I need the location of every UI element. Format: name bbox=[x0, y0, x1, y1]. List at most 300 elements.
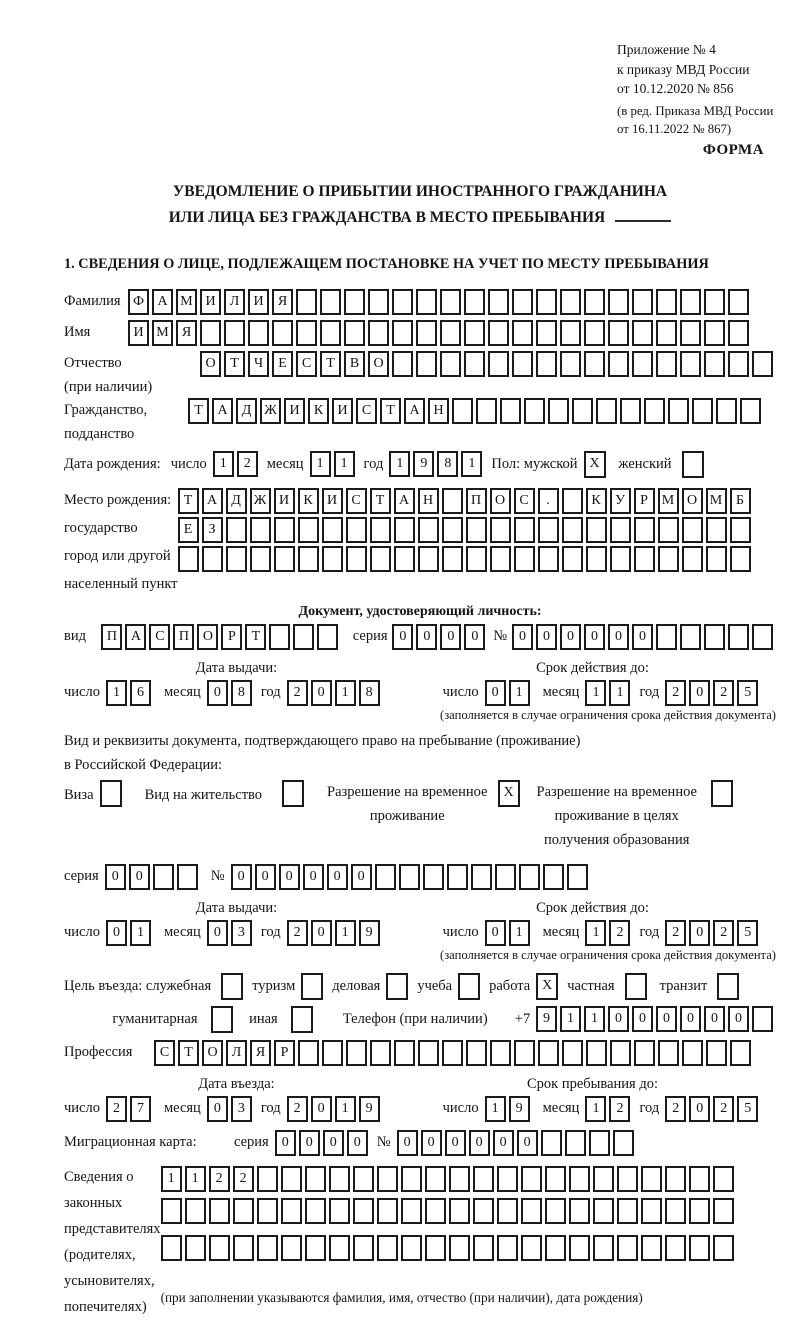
purpose-business-checkbox[interactable] bbox=[386, 973, 408, 1000]
form-cell[interactable] bbox=[706, 546, 727, 572]
form-cell[interactable] bbox=[562, 488, 583, 514]
form-cell[interactable]: Т bbox=[245, 624, 266, 650]
form-cell[interactable] bbox=[560, 320, 581, 346]
form-cell[interactable] bbox=[634, 1040, 655, 1066]
form-cell[interactable] bbox=[536, 289, 557, 315]
form-cell[interactable] bbox=[442, 1040, 463, 1066]
form-cell[interactable] bbox=[536, 320, 557, 346]
form-cell[interactable] bbox=[224, 320, 245, 346]
form-cell[interactable] bbox=[447, 864, 468, 890]
form-cell[interactable] bbox=[269, 624, 290, 650]
form-cell[interactable] bbox=[524, 398, 545, 424]
form-cell[interactable] bbox=[610, 1040, 631, 1066]
form-cell[interactable]: А bbox=[394, 488, 415, 514]
form-cell[interactable] bbox=[682, 517, 703, 543]
form-cell[interactable] bbox=[545, 1198, 566, 1224]
form-cell[interactable] bbox=[728, 289, 749, 315]
form-cell[interactable] bbox=[569, 1235, 590, 1261]
form-cell[interactable] bbox=[586, 517, 607, 543]
form-cell[interactable] bbox=[713, 1198, 734, 1224]
form-cell[interactable] bbox=[368, 320, 389, 346]
form-cell[interactable]: Т bbox=[370, 488, 391, 514]
form-cell[interactable] bbox=[519, 864, 540, 890]
form-cell[interactable] bbox=[541, 1130, 562, 1156]
form-cell[interactable] bbox=[401, 1198, 422, 1224]
form-cell[interactable] bbox=[680, 624, 701, 650]
form-cell[interactable] bbox=[416, 351, 437, 377]
form-cell[interactable] bbox=[392, 320, 413, 346]
form-cell[interactable] bbox=[569, 1198, 590, 1224]
form-cell[interactable]: 0 bbox=[397, 1130, 418, 1156]
form-cell[interactable]: 0 bbox=[445, 1130, 466, 1156]
form-cell[interactable] bbox=[632, 320, 653, 346]
form-cell[interactable]: 0 bbox=[656, 1006, 677, 1032]
form-cell[interactable] bbox=[545, 1235, 566, 1261]
form-cell[interactable] bbox=[257, 1235, 278, 1261]
form-cell[interactable]: 3 bbox=[231, 920, 252, 946]
form-cell[interactable] bbox=[495, 864, 516, 890]
form-cell[interactable]: 0 bbox=[584, 624, 605, 650]
form-cell[interactable]: 2 bbox=[665, 1096, 686, 1122]
form-cell[interactable]: 9 bbox=[509, 1096, 530, 1122]
form-cell[interactable] bbox=[689, 1235, 710, 1261]
male-checkbox[interactable]: X bbox=[584, 451, 606, 478]
form-cell[interactable] bbox=[536, 351, 557, 377]
form-cell[interactable] bbox=[704, 289, 725, 315]
form-cell[interactable]: 2 bbox=[106, 1096, 127, 1122]
form-cell[interactable]: 2 bbox=[665, 920, 686, 946]
form-cell[interactable]: 6 bbox=[130, 680, 151, 706]
form-cell[interactable] bbox=[202, 546, 223, 572]
form-cell[interactable] bbox=[514, 546, 535, 572]
form-cell[interactable] bbox=[233, 1235, 254, 1261]
form-cell[interactable]: 9 bbox=[359, 1096, 380, 1122]
form-cell[interactable]: О bbox=[682, 488, 703, 514]
form-cell[interactable] bbox=[689, 1198, 710, 1224]
form-cell[interactable] bbox=[548, 398, 569, 424]
form-cell[interactable] bbox=[641, 1166, 662, 1192]
form-cell[interactable] bbox=[298, 517, 319, 543]
form-cell[interactable] bbox=[608, 320, 629, 346]
form-cell[interactable] bbox=[514, 517, 535, 543]
form-cell[interactable]: 2 bbox=[237, 451, 258, 477]
form-cell[interactable]: 1 bbox=[585, 1096, 606, 1122]
form-cell[interactable]: 0 bbox=[207, 920, 228, 946]
form-cell[interactable]: 9 bbox=[359, 920, 380, 946]
form-cell[interactable] bbox=[464, 320, 485, 346]
form-cell[interactable] bbox=[274, 546, 295, 572]
form-cell[interactable]: 1 bbox=[334, 451, 355, 477]
form-cell[interactable] bbox=[272, 320, 293, 346]
form-cell[interactable]: 2 bbox=[287, 920, 308, 946]
form-cell[interactable] bbox=[464, 351, 485, 377]
form-cell[interactable]: 0 bbox=[493, 1130, 514, 1156]
form-cell[interactable]: 0 bbox=[632, 624, 653, 650]
form-cell[interactable] bbox=[449, 1235, 470, 1261]
form-cell[interactable]: 0 bbox=[560, 624, 581, 650]
form-cell[interactable] bbox=[706, 517, 727, 543]
form-cell[interactable]: 2 bbox=[287, 1096, 308, 1122]
form-cell[interactable]: 5 bbox=[737, 1096, 758, 1122]
form-cell[interactable] bbox=[610, 517, 631, 543]
form-cell[interactable] bbox=[353, 1198, 374, 1224]
form-cell[interactable] bbox=[634, 546, 655, 572]
form-cell[interactable] bbox=[730, 546, 751, 572]
form-cell[interactable] bbox=[593, 1198, 614, 1224]
form-cell[interactable]: О bbox=[200, 351, 221, 377]
form-cell[interactable]: А bbox=[125, 624, 146, 650]
form-cell[interactable] bbox=[538, 546, 559, 572]
form-cell[interactable] bbox=[370, 517, 391, 543]
form-cell[interactable]: 0 bbox=[105, 864, 126, 890]
form-cell[interactable]: 0 bbox=[327, 864, 348, 890]
form-cell[interactable] bbox=[656, 624, 677, 650]
form-cell[interactable] bbox=[370, 1040, 391, 1066]
form-cell[interactable] bbox=[425, 1198, 446, 1224]
form-cell[interactable]: Т bbox=[320, 351, 341, 377]
form-cell[interactable] bbox=[281, 1235, 302, 1261]
form-cell[interactable] bbox=[329, 1235, 350, 1261]
form-cell[interactable] bbox=[305, 1235, 326, 1261]
form-cell[interactable]: К bbox=[308, 398, 329, 424]
form-cell[interactable] bbox=[656, 320, 677, 346]
purpose-other-checkbox[interactable] bbox=[291, 1006, 312, 1033]
form-cell[interactable] bbox=[392, 351, 413, 377]
form-cell[interactable] bbox=[728, 320, 749, 346]
form-cell[interactable] bbox=[346, 1040, 367, 1066]
form-cell[interactable]: 0 bbox=[704, 1006, 725, 1032]
purpose-private-checkbox[interactable] bbox=[625, 973, 647, 1000]
form-cell[interactable] bbox=[209, 1235, 230, 1261]
form-cell[interactable]: М bbox=[176, 289, 197, 315]
form-cell[interactable] bbox=[449, 1166, 470, 1192]
form-cell[interactable] bbox=[394, 546, 415, 572]
form-cell[interactable]: П bbox=[466, 488, 487, 514]
form-cell[interactable] bbox=[730, 1040, 751, 1066]
form-cell[interactable]: 5 bbox=[737, 920, 758, 946]
form-cell[interactable]: С bbox=[296, 351, 317, 377]
form-cell[interactable] bbox=[226, 517, 247, 543]
form-cell[interactable]: И bbox=[128, 320, 149, 346]
form-cell[interactable] bbox=[658, 546, 679, 572]
form-cell[interactable] bbox=[538, 1040, 559, 1066]
form-cell[interactable]: С bbox=[356, 398, 377, 424]
form-cell[interactable] bbox=[490, 1040, 511, 1066]
form-cell[interactable] bbox=[656, 351, 677, 377]
form-cell[interactable]: К bbox=[298, 488, 319, 514]
form-cell[interactable] bbox=[329, 1166, 350, 1192]
form-cell[interactable] bbox=[250, 517, 271, 543]
form-cell[interactable] bbox=[440, 289, 461, 315]
form-cell[interactable]: 0 bbox=[485, 680, 506, 706]
form-cell[interactable] bbox=[209, 1198, 230, 1224]
form-cell[interactable] bbox=[329, 1198, 350, 1224]
form-cell[interactable] bbox=[668, 398, 689, 424]
purpose-humanitarian-checkbox[interactable] bbox=[211, 1006, 232, 1033]
form-cell[interactable] bbox=[617, 1166, 638, 1192]
form-cell[interactable] bbox=[514, 1040, 535, 1066]
form-cell[interactable] bbox=[562, 1040, 583, 1066]
form-cell[interactable] bbox=[512, 351, 533, 377]
form-cell[interactable]: Д bbox=[226, 488, 247, 514]
form-cell[interactable]: Т bbox=[178, 1040, 199, 1066]
form-cell[interactable] bbox=[682, 546, 703, 572]
form-cell[interactable]: Ч bbox=[248, 351, 269, 377]
form-cell[interactable]: Л bbox=[224, 289, 245, 315]
form-cell[interactable]: А bbox=[212, 398, 233, 424]
form-cell[interactable]: 0 bbox=[608, 1006, 629, 1032]
form-cell[interactable]: 0 bbox=[207, 1096, 228, 1122]
form-cell[interactable]: 0 bbox=[275, 1130, 296, 1156]
form-cell[interactable] bbox=[584, 320, 605, 346]
form-cell[interactable] bbox=[488, 351, 509, 377]
form-cell[interactable]: 0 bbox=[231, 864, 252, 890]
form-cell[interactable] bbox=[641, 1198, 662, 1224]
form-cell[interactable]: 0 bbox=[255, 864, 276, 890]
form-cell[interactable] bbox=[569, 1166, 590, 1192]
form-cell[interactable] bbox=[394, 517, 415, 543]
form-cell[interactable] bbox=[250, 546, 271, 572]
form-cell[interactable] bbox=[322, 1040, 343, 1066]
form-cell[interactable] bbox=[500, 398, 521, 424]
form-cell[interactable] bbox=[200, 320, 221, 346]
form-cell[interactable] bbox=[452, 398, 473, 424]
form-cell[interactable] bbox=[586, 1040, 607, 1066]
form-cell[interactable]: 0 bbox=[728, 1006, 749, 1032]
form-cell[interactable] bbox=[617, 1235, 638, 1261]
form-cell[interactable] bbox=[680, 320, 701, 346]
form-cell[interactable] bbox=[178, 546, 199, 572]
form-cell[interactable]: У bbox=[610, 488, 631, 514]
form-cell[interactable] bbox=[497, 1235, 518, 1261]
form-cell[interactable]: Т bbox=[224, 351, 245, 377]
form-cell[interactable]: 1 bbox=[335, 680, 356, 706]
form-cell[interactable] bbox=[322, 546, 343, 572]
form-cell[interactable] bbox=[177, 864, 198, 890]
form-cell[interactable] bbox=[425, 1235, 446, 1261]
form-cell[interactable] bbox=[185, 1235, 206, 1261]
visa-checkbox[interactable] bbox=[100, 780, 122, 807]
form-cell[interactable] bbox=[466, 517, 487, 543]
form-cell[interactable] bbox=[560, 351, 581, 377]
form-cell[interactable] bbox=[298, 546, 319, 572]
form-cell[interactable]: И bbox=[200, 289, 221, 315]
form-cell[interactable] bbox=[608, 289, 629, 315]
form-cell[interactable] bbox=[593, 1235, 614, 1261]
form-cell[interactable] bbox=[665, 1198, 686, 1224]
form-cell[interactable] bbox=[423, 864, 444, 890]
form-cell[interactable] bbox=[399, 864, 420, 890]
form-cell[interactable]: 2 bbox=[287, 680, 308, 706]
form-cell[interactable]: О bbox=[202, 1040, 223, 1066]
form-cell[interactable] bbox=[584, 351, 605, 377]
form-cell[interactable]: 1 bbox=[185, 1166, 206, 1192]
form-cell[interactable]: 0 bbox=[689, 680, 710, 706]
form-cell[interactable]: 0 bbox=[485, 920, 506, 946]
form-cell[interactable]: И bbox=[248, 289, 269, 315]
form-cell[interactable]: 1 bbox=[485, 1096, 506, 1122]
form-cell[interactable]: 1 bbox=[585, 680, 606, 706]
form-cell[interactable] bbox=[497, 1198, 518, 1224]
form-cell[interactable] bbox=[473, 1166, 494, 1192]
form-cell[interactable] bbox=[353, 1235, 374, 1261]
form-cell[interactable] bbox=[293, 624, 314, 650]
form-cell[interactable]: 1 bbox=[335, 920, 356, 946]
form-cell[interactable] bbox=[589, 1130, 610, 1156]
form-cell[interactable] bbox=[610, 546, 631, 572]
edu-permit-checkbox[interactable] bbox=[711, 780, 733, 807]
form-cell[interactable] bbox=[613, 1130, 634, 1156]
form-cell[interactable] bbox=[497, 1166, 518, 1192]
form-cell[interactable] bbox=[401, 1235, 422, 1261]
form-cell[interactable] bbox=[644, 398, 665, 424]
form-cell[interactable] bbox=[704, 320, 725, 346]
form-cell[interactable] bbox=[394, 1040, 415, 1066]
form-cell[interactable] bbox=[392, 289, 413, 315]
form-cell[interactable]: О bbox=[197, 624, 218, 650]
form-cell[interactable] bbox=[296, 320, 317, 346]
form-cell[interactable] bbox=[680, 289, 701, 315]
form-cell[interactable]: А bbox=[404, 398, 425, 424]
form-cell[interactable]: 0 bbox=[536, 624, 557, 650]
form-cell[interactable]: 1 bbox=[213, 451, 234, 477]
form-cell[interactable] bbox=[560, 289, 581, 315]
form-cell[interactable]: П bbox=[101, 624, 122, 650]
form-cell[interactable] bbox=[521, 1198, 542, 1224]
form-cell[interactable] bbox=[442, 546, 463, 572]
form-cell[interactable] bbox=[476, 398, 497, 424]
form-cell[interactable]: 8 bbox=[437, 451, 458, 477]
form-cell[interactable]: 0 bbox=[517, 1130, 538, 1156]
form-cell[interactable] bbox=[401, 1166, 422, 1192]
form-cell[interactable]: А bbox=[152, 289, 173, 315]
form-cell[interactable] bbox=[281, 1198, 302, 1224]
form-cell[interactable] bbox=[377, 1235, 398, 1261]
form-cell[interactable]: 0 bbox=[311, 680, 332, 706]
form-cell[interactable]: 7 bbox=[130, 1096, 151, 1122]
form-cell[interactable]: 2 bbox=[713, 920, 734, 946]
form-cell[interactable] bbox=[488, 289, 509, 315]
form-cell[interactable]: М bbox=[152, 320, 173, 346]
form-cell[interactable]: 0 bbox=[440, 624, 461, 650]
form-cell[interactable] bbox=[740, 398, 761, 424]
form-cell[interactable] bbox=[185, 1198, 206, 1224]
form-cell[interactable] bbox=[346, 517, 367, 543]
form-cell[interactable] bbox=[728, 624, 749, 650]
form-cell[interactable] bbox=[418, 546, 439, 572]
form-cell[interactable] bbox=[416, 320, 437, 346]
form-cell[interactable]: И bbox=[274, 488, 295, 514]
form-cell[interactable]: 0 bbox=[464, 624, 485, 650]
form-cell[interactable]: 0 bbox=[303, 864, 324, 890]
form-cell[interactable] bbox=[572, 398, 593, 424]
form-cell[interactable] bbox=[567, 864, 588, 890]
form-cell[interactable] bbox=[370, 546, 391, 572]
form-cell[interactable]: 0 bbox=[299, 1130, 320, 1156]
form-cell[interactable]: 2 bbox=[713, 1096, 734, 1122]
form-cell[interactable] bbox=[682, 1040, 703, 1066]
form-cell[interactable]: 0 bbox=[512, 624, 533, 650]
form-cell[interactable] bbox=[521, 1166, 542, 1192]
form-cell[interactable] bbox=[368, 289, 389, 315]
form-cell[interactable]: 1 bbox=[584, 1006, 605, 1032]
form-cell[interactable]: Т bbox=[178, 488, 199, 514]
form-cell[interactable] bbox=[562, 517, 583, 543]
form-cell[interactable] bbox=[730, 517, 751, 543]
form-cell[interactable]: 0 bbox=[469, 1130, 490, 1156]
form-cell[interactable] bbox=[620, 398, 641, 424]
form-cell[interactable]: 0 bbox=[608, 624, 629, 650]
form-cell[interactable]: 1 bbox=[609, 680, 630, 706]
form-cell[interactable] bbox=[512, 320, 533, 346]
form-cell[interactable]: Ф bbox=[128, 289, 149, 315]
form-cell[interactable]: 1 bbox=[389, 451, 410, 477]
form-cell[interactable] bbox=[706, 1040, 727, 1066]
form-cell[interactable] bbox=[317, 624, 338, 650]
temp-permit-checkbox[interactable]: X bbox=[498, 780, 520, 807]
form-cell[interactable]: 1 bbox=[509, 920, 530, 946]
form-cell[interactable] bbox=[442, 488, 463, 514]
form-cell[interactable]: 8 bbox=[359, 680, 380, 706]
title-blank-underline[interactable] bbox=[615, 208, 671, 222]
form-cell[interactable] bbox=[440, 320, 461, 346]
form-cell[interactable]: 0 bbox=[680, 1006, 701, 1032]
form-cell[interactable] bbox=[298, 1040, 319, 1066]
form-cell[interactable] bbox=[320, 320, 341, 346]
form-cell[interactable]: 1 bbox=[161, 1166, 182, 1192]
form-cell[interactable] bbox=[586, 546, 607, 572]
form-cell[interactable]: 0 bbox=[311, 920, 332, 946]
form-cell[interactable]: 0 bbox=[207, 680, 228, 706]
form-cell[interactable]: Ж bbox=[260, 398, 281, 424]
form-cell[interactable]: 5 bbox=[737, 680, 758, 706]
form-cell[interactable] bbox=[416, 289, 437, 315]
form-cell[interactable]: Н bbox=[428, 398, 449, 424]
form-cell[interactable] bbox=[418, 517, 439, 543]
form-cell[interactable]: 0 bbox=[129, 864, 150, 890]
form-cell[interactable]: 9 bbox=[536, 1006, 557, 1032]
form-cell[interactable]: М bbox=[706, 488, 727, 514]
form-cell[interactable] bbox=[752, 351, 773, 377]
form-cell[interactable] bbox=[704, 624, 725, 650]
form-cell[interactable] bbox=[440, 351, 461, 377]
form-cell[interactable]: Е bbox=[178, 517, 199, 543]
form-cell[interactable] bbox=[346, 546, 367, 572]
form-cell[interactable]: 0 bbox=[632, 1006, 653, 1032]
form-cell[interactable] bbox=[296, 289, 317, 315]
form-cell[interactable]: 0 bbox=[351, 864, 372, 890]
form-cell[interactable] bbox=[305, 1198, 326, 1224]
form-cell[interactable] bbox=[658, 1040, 679, 1066]
form-cell[interactable] bbox=[257, 1166, 278, 1192]
form-cell[interactable] bbox=[680, 351, 701, 377]
form-cell[interactable] bbox=[449, 1198, 470, 1224]
form-cell[interactable]: 1 bbox=[130, 920, 151, 946]
form-cell[interactable] bbox=[565, 1130, 586, 1156]
form-cell[interactable]: Т bbox=[188, 398, 209, 424]
form-cell[interactable]: Р bbox=[221, 624, 242, 650]
form-cell[interactable]: 2 bbox=[233, 1166, 254, 1192]
form-cell[interactable]: С bbox=[346, 488, 367, 514]
form-cell[interactable] bbox=[344, 320, 365, 346]
form-cell[interactable] bbox=[488, 320, 509, 346]
form-cell[interactable] bbox=[752, 624, 773, 650]
form-cell[interactable] bbox=[344, 289, 365, 315]
form-cell[interactable] bbox=[464, 289, 485, 315]
form-cell[interactable] bbox=[545, 1166, 566, 1192]
form-cell[interactable] bbox=[704, 351, 725, 377]
form-cell[interactable]: Р bbox=[274, 1040, 295, 1066]
